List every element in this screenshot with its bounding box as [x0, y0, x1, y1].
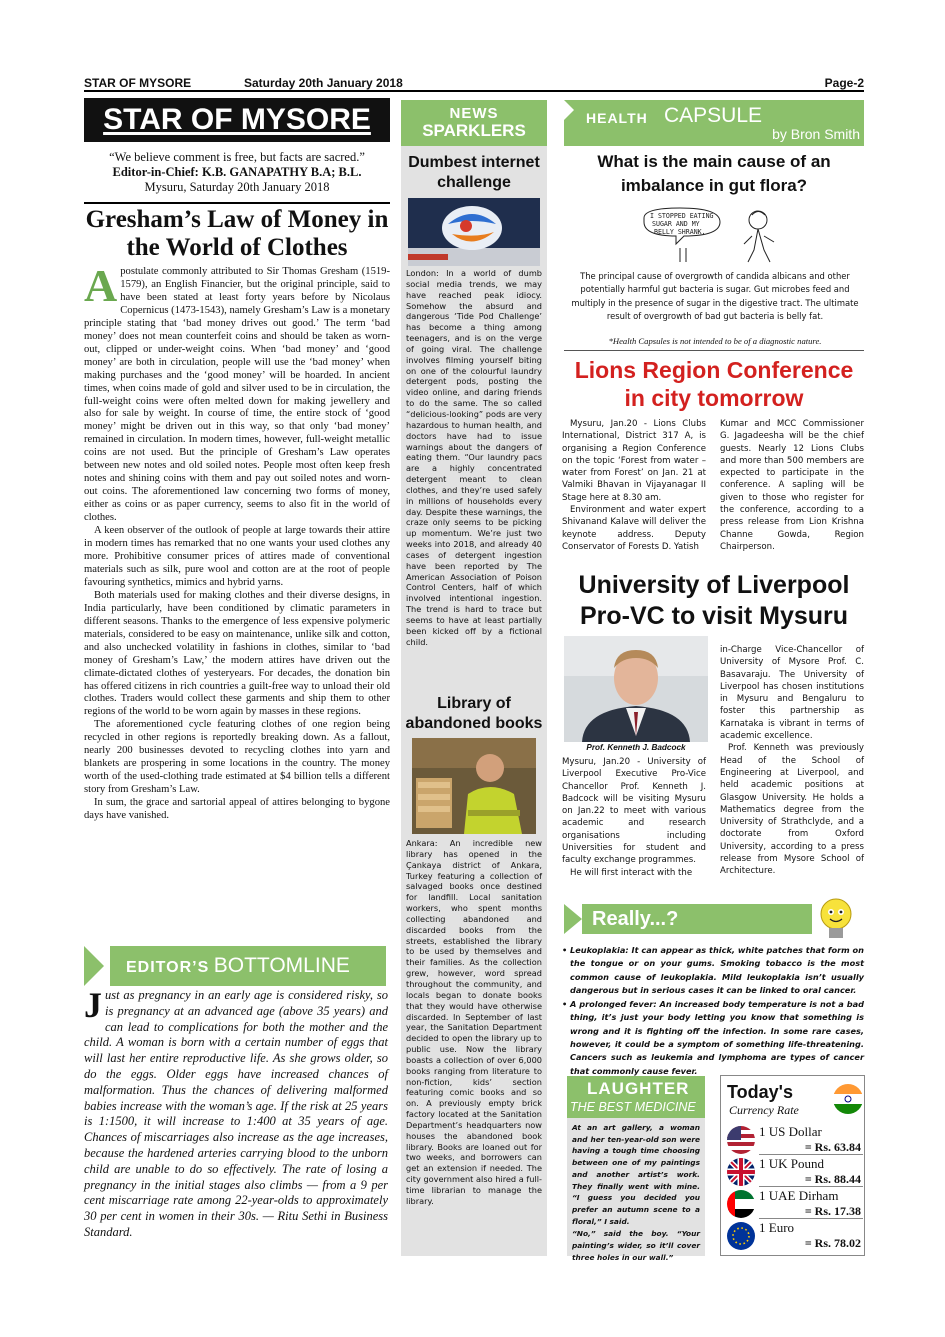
dateline: Mysuru, Saturday 20th January 2018 — [144, 180, 330, 194]
health-banner — [564, 100, 864, 146]
lions-headline: Lions Region Conference in city tomorrow — [574, 357, 854, 411]
story-body: London: In a world of dumb social media trends, we may have reached peak idiocy. Somehow the absurd and dangerous ‘Tide Pod Challenge’ has become a thing among teenagers, and is on the verge of going viral. The challenge involves filming yourself biting on one of the colourful laundry detergent pods, posting the video online, and daring friends to do the same. The so called “delicious-looking” pods are very hazardous to human health, and doctors have had to issue warnings about the dangers of eating them. “Our laundry pacs are a highly concentrated detergent meant to clean clothes, and they’re used safely in millions of households every day. Despite these warnings, the craze only seems to be picking up momentum. We’re just two weeks into 2018, and already 40 cases of detergent ingestion have been reported by The American Association of Poison Control Centers, half of which involved intentional ingestion. The trend is hard to trace but seems to have at least partially been kicked off by a fictional child. — [406, 268, 542, 647]
currency-row — [727, 1156, 863, 1188]
divider — [759, 1186, 863, 1187]
editorial-paragraph: In sum, the grace and sartorial appeal of attires belonging to bygone days have vanished. — [84, 797, 390, 822]
currency-row — [727, 1220, 863, 1252]
motto: “We believe comment is free, but facts are sacred.” — [109, 150, 365, 164]
divider — [759, 1218, 863, 1219]
bottomline-body: Just as pregnancy in an early age is considered risky, so is pregnancy at an advanced age (above 35 years) and can lead to complications for both the mother and the child. A woman is born with a certain number of eggs that will last her entire reproductive life. As she grows older, so do the eggs. Older eggs have increased chances of malformation. Thus the chances of delivering malformed babies increase with the woman’s age. If the risk at 25 years is 1:1500, it will increase to 1:400 at 35 years of age. Chances of miscarriages also increase as the age increases, because the hardened arteries carrying blood to the unborn child are unable to do so effectively. The rate of losing a pregnancy in the initial stages also climbs — from a 9 per cent miscarriage rate among 22-year-olds to approximately 30 per cent in women in their 30s. — Ritu Sethi in Business Standard. — [84, 985, 388, 1239]
svg-text:I STOPPED EATING: I STOPPED EATING — [650, 212, 714, 220]
svg-text:BELLY SHRANK.: BELLY SHRANK. — [654, 228, 706, 236]
paragraph: in-Charge Vice-Chancellor of University of Mysore Prof. C. Basavaraju. The University of Liverpool has chosen institutions in Mysuru and Bengaluru to foster this partnership as Karnataka is vibrant in terms of academic excellence. — [720, 645, 864, 742]
currency-value: = Rs. 78.02 — [804, 1236, 861, 1250]
paragraph: Kumar and MCC Commissioner G. Jagadeesha will be the chief guests. Nearly 12 Lions Clubs and more than 500 members are expected to participate in the conference. A sapling will be given to those who register for the conference, according to a press release from Lion Krishna Channe Gowda, Region Chairperson. — [720, 419, 864, 552]
currency-value: = Rs. 17.38 — [804, 1204, 861, 1218]
currency-title: Today's — [727, 1082, 793, 1102]
currency-value: = Rs. 88.44 — [804, 1172, 861, 1186]
currency-row — [727, 1124, 863, 1156]
liverpool-body-col1 — [562, 756, 706, 879]
banner-label: CAPSULE — [664, 104, 763, 127]
lions-body-col1 — [562, 418, 706, 553]
paragraph: “No,” said the boy. “Your painting’s wider, so it’ll cover three holes in our wall.” — [572, 1229, 700, 1262]
banner-label: NEWS — [449, 105, 499, 122]
section-arrow — [564, 904, 582, 934]
banner-label: LAUGHTER — [587, 1079, 690, 1098]
us-flag-icon — [727, 1126, 755, 1154]
health-answer: The principal cause of overgrowth of candida albicans and other potentially harmful gut bacteria is sugar. Gut microbes feed and multiply in the presence of sugar in the digestive tract. The ultimate result of overgrowth of bad gut bacteria is belly fat. — [571, 271, 859, 322]
currency-name: 1 UK Pound — [759, 1156, 825, 1171]
uk-flag-icon — [727, 1158, 755, 1186]
badcock-photo — [564, 636, 708, 742]
masthead-info — [84, 150, 390, 195]
banner-label: BOTTOMLINE — [213, 954, 350, 977]
library-photo — [412, 738, 536, 834]
currency-subtitle: Currency Rate — [729, 1103, 799, 1117]
really-list — [562, 944, 864, 1079]
divider — [759, 1154, 863, 1155]
currency-name: 1 Euro — [759, 1220, 795, 1235]
editorial-paragraph: The aforementioned cycle featuring clothes of one region being recycled in other regions is reportedly breaking down. As a fallout, nearly 200 businesses devoted to recycling clothes into yarn and blankets are prospering in some locations in the country. The money worth of the used-clothing trade estimated at $4 billion tells a different story from Gresham’s Law. — [84, 719, 390, 796]
liverpool-body-col2 — [720, 644, 864, 878]
banner-label: THE BEST MEDICINE — [570, 1100, 696, 1114]
paragraph: Mysuru, Jan.20 - University of Liverpool Executive Pro-Vice Chancellor Prof. Kenneth J. Badcock will be visiting Mysuru on Jan.22 to meet with various academic and research organisations including Universities for student and faculty exchange programmes. — [562, 757, 706, 866]
laughter-banner — [567, 1076, 705, 1118]
svg-text:SUGAR AND MY: SUGAR AND MY — [652, 220, 700, 228]
section-arrow — [84, 946, 104, 986]
editorial-paragraph: A keen observer of the outlook of people at large towards their attire in modern times has remarked that no one wants your used clothes any more. Prohibitive consumer prices of attires made of conventional materials such as silk, pure wool and cotton are at the root of people favouring synthetics, mimics and hybrid yarns. — [84, 525, 390, 588]
drop-cap: J — [84, 985, 102, 1025]
photo-caption: Prof. Kenneth J. Badcock — [586, 743, 686, 752]
paragraph: Environment and water expert Shivanand Kalave will deliver the keynote address. Deputy Conservator of Forests D. Yatish — [562, 505, 706, 552]
list-item: • A prolonged fever: An increased body temperature is not a bad thing, it’s just your body letting you know that something is wrong and it is fighting off the infection. In some rare cases, however, it could be a symptom of something life-threatening. Cancers such as leukemia and lymphoma are types of cancer that commonly cause fever. — [562, 998, 864, 1078]
lions-body-col2 — [720, 418, 864, 553]
drop-cap: A — [84, 260, 118, 311]
currency-row — [727, 1188, 863, 1220]
eu-flag-icon — [727, 1222, 755, 1250]
banner-label: SPARKLERS — [422, 121, 526, 140]
issue-date: Saturday 20th January 2018 — [244, 76, 403, 90]
india-flag-icon — [833, 1084, 863, 1114]
cartoon-illustration — [640, 206, 788, 264]
paragraph: At an art gallery, a woman and her ten-year-old son were having a tough time choosing between one of my paintings and another artist’s work. They finally went with mine. “I guess you decided you prefer an autumn scene to a floral,” I said. — [572, 1123, 700, 1226]
byline: by Bron Smith — [772, 126, 860, 142]
paper-name: STAR OF MYSORE — [84, 76, 192, 90]
divider — [84, 202, 390, 204]
tide-pod-photo — [408, 198, 540, 266]
story-title: Library of abandoned books — [405, 695, 543, 732]
banner-label: EDITOR’S — [126, 959, 210, 976]
paragraph: Prof. Kenneth was previously Head of the School of Engineering at Liverpool, and held academic positions at Glasgow University. He holds a Mathematics degree from the University of Strathclyde, and a doctorate from Oxford University, according to a press release from Mysore School of Architecture. — [720, 743, 864, 877]
banner-label: HEALTH — [586, 110, 648, 126]
health-question: What is the main cause of an imbalance in gut flora? — [597, 152, 831, 195]
editorial-paragraph: Both materials used for making clothes and their diverse designs, in India particularly, have been conditioned by climatic parameters in different seasons. Thanks to the emergence of less expensive polymeric materials, considered to be easy on maintenance, unlike silk and cotton, and also unchecked volatility in fashions in clothes, similar to ‘bad money of Gresham’s Law,’ the modern attires have driven out the climate-dictated clothes of yesteryears. For decades, the donation bin has offered citizens in rich countries a guilt-free way to unload their old clothes. Traders would collect these garments and ship them to other regions of the world to be worn again by masses in these regions. — [84, 589, 390, 718]
editorial-paragraph: Apostulate commonly attributed to Sir Thomas Gresham (1519-1579), an English Financier, but the original principle, said to have been stated at least forty years before by Nicolaus Copernicus (1473-1543), namely Gresham’s Law is a monetary principle stating that ‘bad money drives out good.’ The term ‘bad money’ does not mean counterfeit coins and should be taken as worn-out, clipped or under-weight coins. When ‘bad money’ and ‘good money’ are both in circulation, people will use the ‘bad money’ when making purchases and the ‘good money’ will be hoarded. In ancient times, when coins made of gold and silver used to be in circulation, the full-weight coins were often melted down for making jewellery and also for sale by weight. In course of time, the entire stock of ‘good money’ might be driven out in this way, so that only ‘bad money’ remained in circulation. In modern times, however, full-weight metallic coins are not used. But the principle of Gresham’s Law operates between new notes and old soiled notes. People most often keep fresh notes and shining coins with them and pay out soiled notes and worn-out coins. The aforementioned law concerning two forms of money, either as coins or as paper currency, seems to also fit in the world of clothes. — [84, 260, 390, 524]
divider — [564, 350, 864, 351]
story-title: Dumbest internet challenge — [408, 154, 540, 191]
story-body: Ankara: An incredible new library has opened in the Çankaya district of Ankara, Turkey featuring a collection of salvaged books once destined for landfill. Local sanitation workers, who spent months collecting abandoned and discarded books from the streets, established the library to be used by themselves and their families. As the collection grew, however, word spread throughout the community, and locals began to donate books that they would have otherwise discarded. In September of last year, the Sanitation Department decided to open the library up to public use. Now the library boasts a collection of over 6,000 books ranging from literature to non-fiction, kids’ section featuring comic books and so on. A previously empty brick factory located at the Sanitation Department’s headquarters now houses the abandoned book library. Books are loaned out for two weeks, and borrowers can get an extension if needed. The city government also hired a full-time librarian to manage the library. — [406, 838, 542, 1206]
editorial-title: Gresham’s Law of Money in the World of Clothes — [85, 206, 389, 261]
lightbulb-icon — [814, 896, 858, 944]
currency-box — [720, 1075, 865, 1256]
laughter-body — [572, 1122, 700, 1264]
masthead-title: STAR OF MYSORE — [84, 98, 390, 142]
liverpool-headline: University of Liverpool Pro-VC to visit Mysuru — [578, 571, 850, 630]
sparklers-banner — [401, 100, 547, 146]
editorial-body — [84, 260, 390, 823]
list-item: • Leukoplakia: It can appear as thick, white patches that form on the tongue or on your gums. Smoking tobacco is the most common cause of leukoplakia. Mild leukoplakia isn’t usually dangerous but in serious cases it can be linked to oral cancer. — [562, 944, 864, 997]
bottomline-banner — [110, 946, 386, 986]
paragraph: Mysuru, Jan.20 - Lions Clubs International, District 317 A, is organising a Region Conference on the topic ‘Forest from water – water from Forest’ on Jan. 21 at Valmiki Bhavan in Vijayanagar II Stage here at 8.30 am. — [562, 419, 706, 503]
health-disclaimer: *Health Capsules is not intended to be of a diagnostic nature. — [608, 336, 822, 346]
currency-value: = Rs. 63.84 — [804, 1140, 861, 1154]
currency-name: 1 UAE Dirham — [759, 1188, 839, 1203]
uae-flag-icon — [727, 1190, 755, 1218]
currency-name: 1 US Dollar — [759, 1124, 822, 1139]
page-number: Page-2 — [824, 76, 864, 90]
paragraph: He will first interact with the — [570, 867, 693, 878]
page-header — [84, 76, 864, 92]
really-banner: Really...? — [582, 904, 812, 934]
editor-in-chief: Editor-in-Chief: K.B. GANAPATHY B.A; B.L. — [112, 165, 362, 179]
section-arrow — [564, 100, 574, 120]
